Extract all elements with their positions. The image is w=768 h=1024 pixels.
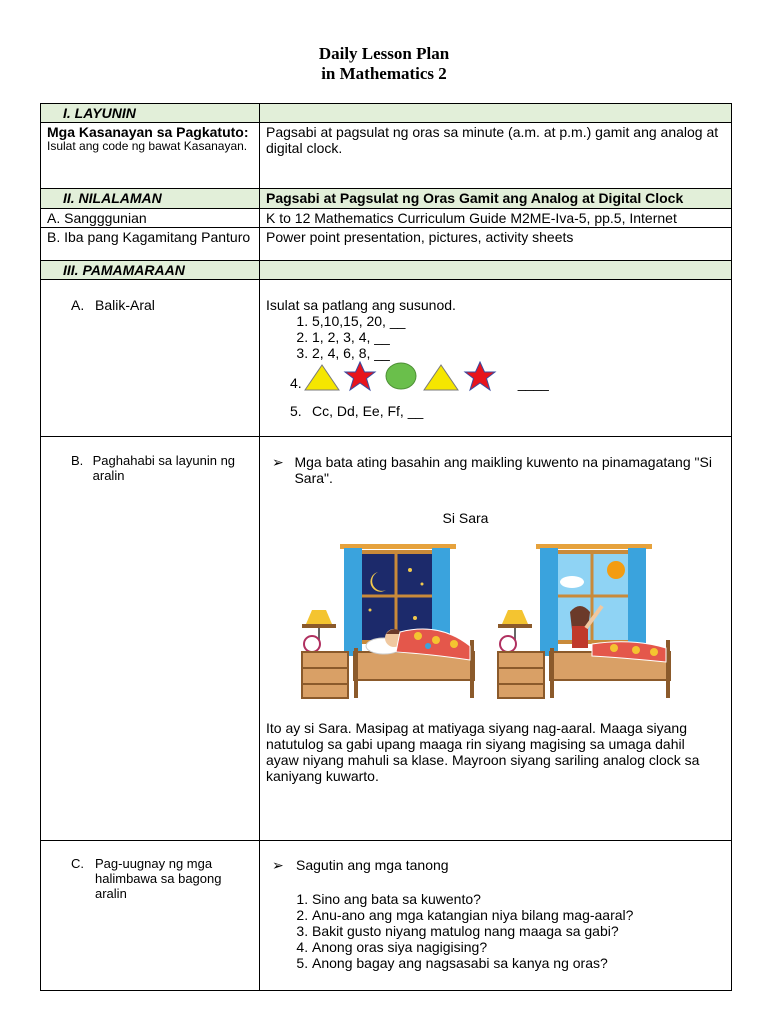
balik-aral-intro: Isulat sa patlang ang susunod. xyxy=(266,297,456,313)
balik-aral-label: Balik-Aral xyxy=(95,297,155,313)
lesson-plan-table xyxy=(40,103,732,991)
pag-uugnay-row xyxy=(41,841,732,991)
pamamaraan-header-empty xyxy=(260,261,732,280)
paghahabi-bullet-text: Mga bata ating basahin ang maikling kuwento na pinamagatang "Si Sara". xyxy=(294,454,712,486)
item-5-text: Cc, Dd, Ee, Ff, __ xyxy=(312,403,424,419)
morning-bedroom-illustration xyxy=(496,540,672,700)
kagamitan-value: Power point presentation, pictures, activity sheets xyxy=(260,228,732,261)
question-1: 1. Sino ang bata sa kuwento? xyxy=(312,891,725,907)
pag-uugnay-bullet-text: Sagutin ang mga tanong xyxy=(296,857,449,873)
questions-list xyxy=(266,891,725,971)
balik-aral-list xyxy=(266,313,725,361)
question-5: 5. Anong bagay ang nagsasabi sa kanya ng oras? xyxy=(312,955,725,971)
question-3: 3. Bakit gusto niyang matulog nang maaga sa gabi? xyxy=(312,923,725,939)
paghahabi-bullet xyxy=(266,454,725,486)
balik-aral-content xyxy=(260,280,732,437)
title-line-1: Daily Lesson Plan xyxy=(318,44,450,63)
item-5-number: 5. xyxy=(290,403,302,419)
arrow-bullet-icon: ➢ xyxy=(272,454,284,470)
pag-uugnay-letter: C. xyxy=(71,856,84,871)
paghahabi-row xyxy=(41,437,732,841)
question-4: 4. Anong oras siya nagigising? xyxy=(312,939,725,955)
balik-aral-item-3: 3. 2, 4, 6, 8, __ xyxy=(312,345,725,361)
circle-shape xyxy=(386,363,416,389)
balik-aral-row xyxy=(41,280,732,437)
star-shape-2 xyxy=(465,362,495,390)
nilalaman-header: II. NILALAMAN xyxy=(41,189,260,209)
kagamitan-label: B. Iba pang Kagamitang Panturo xyxy=(41,228,260,261)
arrow-bullet-icon-2: ➢ xyxy=(272,857,284,873)
night-bedroom-illustration xyxy=(300,540,476,700)
paghahabi-content xyxy=(260,437,732,841)
sanggunian-label: A. Sangggunian xyxy=(41,209,260,228)
kasanayan-note: Isulat ang code ng bawat Kasanayan. xyxy=(47,139,248,153)
triangle-shape-2 xyxy=(424,365,458,390)
paghahabi-label: Paghahabi sa layunin ng aralin xyxy=(92,453,236,483)
triangle-shape-1 xyxy=(305,365,339,390)
kasanayan-row xyxy=(41,123,732,189)
story-illustrations xyxy=(266,540,725,700)
layunin-header: I. LAYUNIN xyxy=(41,104,260,123)
pamamaraan-header: III. PAMAMARAAN xyxy=(41,261,260,280)
title-line-2: in Mathematics 2 xyxy=(321,64,447,83)
paghahabi-label-cell xyxy=(41,437,260,841)
pag-uugnay-bullet xyxy=(266,857,725,873)
pamamaraan-header-row xyxy=(41,261,732,280)
balik-aral-letter: A. xyxy=(71,297,85,313)
star-shape-1 xyxy=(345,362,375,390)
paghahabi-letter: B. xyxy=(71,453,84,468)
pag-uugnay-label: Pag-uugnay ng mga halimbawa sa bagong aralin xyxy=(95,856,222,901)
sanggunian-value: K to 12 Mathematics Curriculum Guide M2ME-Iva-5, pp.5, Internet xyxy=(260,209,732,228)
nilalaman-header-row xyxy=(41,189,732,209)
balik-aral-item-1: 1. 5,10,15, 20, __ xyxy=(312,313,725,329)
sanggunian-row xyxy=(41,209,732,228)
kagamitan-row xyxy=(41,228,732,261)
balik-aral-item-4 xyxy=(266,361,725,393)
story-title: Si Sara xyxy=(442,510,489,526)
item-4-number: 4. xyxy=(290,375,302,391)
nilalaman-topic: Pagsabi at Pagsulat ng Oras Gamit ang Analog at Digital Clock xyxy=(260,189,732,209)
balik-aral-item-2: 2. 1, 2, 3, 4, __ xyxy=(312,329,725,345)
kasanayan-label-cell xyxy=(41,123,260,189)
pag-uugnay-content xyxy=(260,841,732,991)
layunin-header-empty xyxy=(260,104,732,123)
story-paragraph: Ito ay si Sara. Masipag at matiyaga siyang nag-aaral. Maaga siyang natutulog sa gabi upang maaga rin siyang magising sa umaga dahil ayaw niyang mahuli sa klase. Mayroon siyang sariling analog clock sa kaniyang kuwarto. xyxy=(266,720,700,784)
shape-pattern xyxy=(302,361,512,393)
kasanayan-value: Pagsabi at pagsulat ng oras sa minute (a.m. at p.m.) gamit ang analog at digital clock. xyxy=(260,123,732,189)
layunin-header-row xyxy=(41,104,732,123)
balik-aral-label-cell xyxy=(41,280,260,437)
kasanayan-label: Mga Kasanayan sa Pagkatuto: xyxy=(47,124,249,140)
pag-uugnay-label-cell xyxy=(41,841,260,991)
question-2: 2. Anu-ano ang mga katangian niya bilang mag-aaral? xyxy=(312,907,725,923)
balik-aral-item-5 xyxy=(266,403,725,419)
item-4-blank: ____ xyxy=(517,375,549,391)
